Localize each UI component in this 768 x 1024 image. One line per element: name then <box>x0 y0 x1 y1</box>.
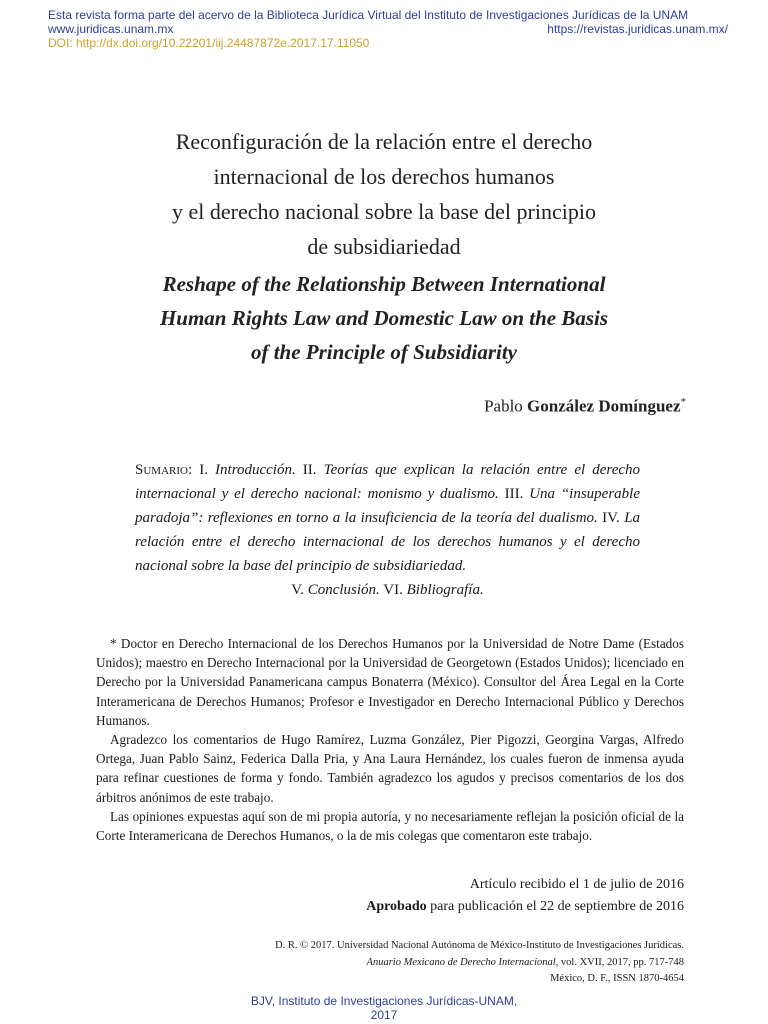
issn-line: México, D. F., ISSN 1870-4654 <box>550 973 684 984</box>
copyright-line: D. R. © 2017. Universidad Nacional Autónoma de México-Instituto de Investigaciones Jurídicas. <box>275 940 684 951</box>
approved-date <box>366 896 684 918</box>
title-en-line: Reshape of the Relationship Between International <box>162 272 606 296</box>
summary-num: II. <box>302 462 317 478</box>
journal-citation <box>275 955 684 972</box>
header-url-right[interactable]: https://revistas.juridicas.unam.mx/ <box>547 22 728 36</box>
summary-section: La relación entre el derecho internacional de los derechos humanos y el derecho nacional sobre la base del principio de subsidiariedad. <box>135 510 641 574</box>
summary-section: Conclusión. <box>307 582 380 598</box>
author-footnote-mark: * <box>680 396 686 408</box>
footnotes <box>96 634 684 845</box>
footnote-acknowledgments: Agradezco los comentarios de Hugo Ramírez, Luzma González, Pier Pigozzi, Georgina Vargas, Alfredo Ortega, Juan Pablo Sainz, Federica Dalla Pria, y Ana Laura Hernández, los cuales fueron de inmensa ayuda para refinar cuestiones de forma y fondo. También agradezco los agudos y precisos comentarios de los dos árbitros anónimos de este trabajo. <box>96 732 684 805</box>
author-first-name: Pablo <box>484 396 523 416</box>
header-doi-link[interactable]: DOI: http://dx.doi.org/10.22201/iij.24487872e.2017.17.11050 <box>48 36 370 50</box>
title-en-line: Human Rights Law and Domestic Law on the Basis <box>159 306 609 330</box>
article-dates <box>366 874 684 918</box>
footnote-disclaimer: Las opiniones expuestas aquí son de mi propia autoría, y no necesariamente reflejan la posición oficial de la Corte Interamericana de Derechos Humanos, o la de mis colegas que comentaron este trabajo. <box>96 808 684 844</box>
header-collection-note: Esta revista forma parte del acervo de la Biblioteca Jurídica Virtual del Instituto de Investigaciones Jurídicas de la UNAM <box>48 8 689 22</box>
summary-section: Teorías que explican la relación entre el derecho internacional y el derecho nacional: monismo y dualismo. <box>135 462 641 502</box>
summary-block <box>135 458 640 602</box>
journal-title: Anuario Mexicano de Derecho Internacional <box>366 956 556 968</box>
page-header <box>48 8 728 50</box>
title-en-line: of the Principle of Subsidiarity <box>250 340 517 364</box>
summary-num: VI. <box>383 582 403 598</box>
title-es-line: de subsidiariedad <box>307 234 461 259</box>
header-url-left[interactable]: www.juridicas.unam.mx <box>48 22 174 36</box>
author-last-name: González Domínguez <box>527 396 681 416</box>
summary-section: Bibliografía. <box>406 582 484 598</box>
footnote-author-bio: * Doctor en Derecho Internacional de los Derechos Humanos por la Universidad de Notre Dame (Estados Unidos); maestro en Derecho Internacional por la Universidad de Georgetown (Estados Unidos); licenciado en Derecho por la Universidad Panamericana campus Bonaterra (México). Consultor del Área Legal en la Corte Interamericana de Derechos Humanos; Profesor e Investigador en Derecho Internacional Público y Derechos Humanos. <box>96 636 684 728</box>
title-spanish <box>60 124 708 264</box>
footer-line: BJV, Instituto de Investigaciones Jurídicas-UNAM, <box>250 994 518 1008</box>
page-footer <box>0 994 768 1022</box>
summary-label: Sumario: <box>135 462 193 478</box>
author-name <box>484 396 686 417</box>
summary-section: Una “insuperable paradoja”: reflexiones en torno a la insuficiencia de la teoría del dualismo. <box>135 486 640 526</box>
copyright-block <box>275 938 684 988</box>
summary-num: V. <box>291 582 304 598</box>
summary-num: III. <box>504 486 524 502</box>
title-es-line: internacional de los derechos humanos <box>213 164 555 189</box>
approved-label: Aprobado <box>366 899 427 914</box>
summary-section: Introducción. <box>215 462 296 478</box>
summary-last-line <box>135 578 640 602</box>
received-date: Artículo recibido el 1 de julio de 2016 <box>469 877 684 892</box>
title-es-line: y el derecho nacional sobre la base del principio <box>172 199 596 224</box>
title-english <box>60 267 708 369</box>
summary-num: I. <box>199 462 208 478</box>
footer-year: 2017 <box>370 1008 398 1022</box>
summary-num: IV. <box>602 510 620 526</box>
title-es-line: Reconfiguración de la relación entre el derecho <box>175 129 593 154</box>
journal-volume: , vol. XVII, 2017, pp. 717-748 <box>555 956 684 968</box>
approved-text: para publicación el 22 de septiembre de 2016 <box>426 899 684 914</box>
